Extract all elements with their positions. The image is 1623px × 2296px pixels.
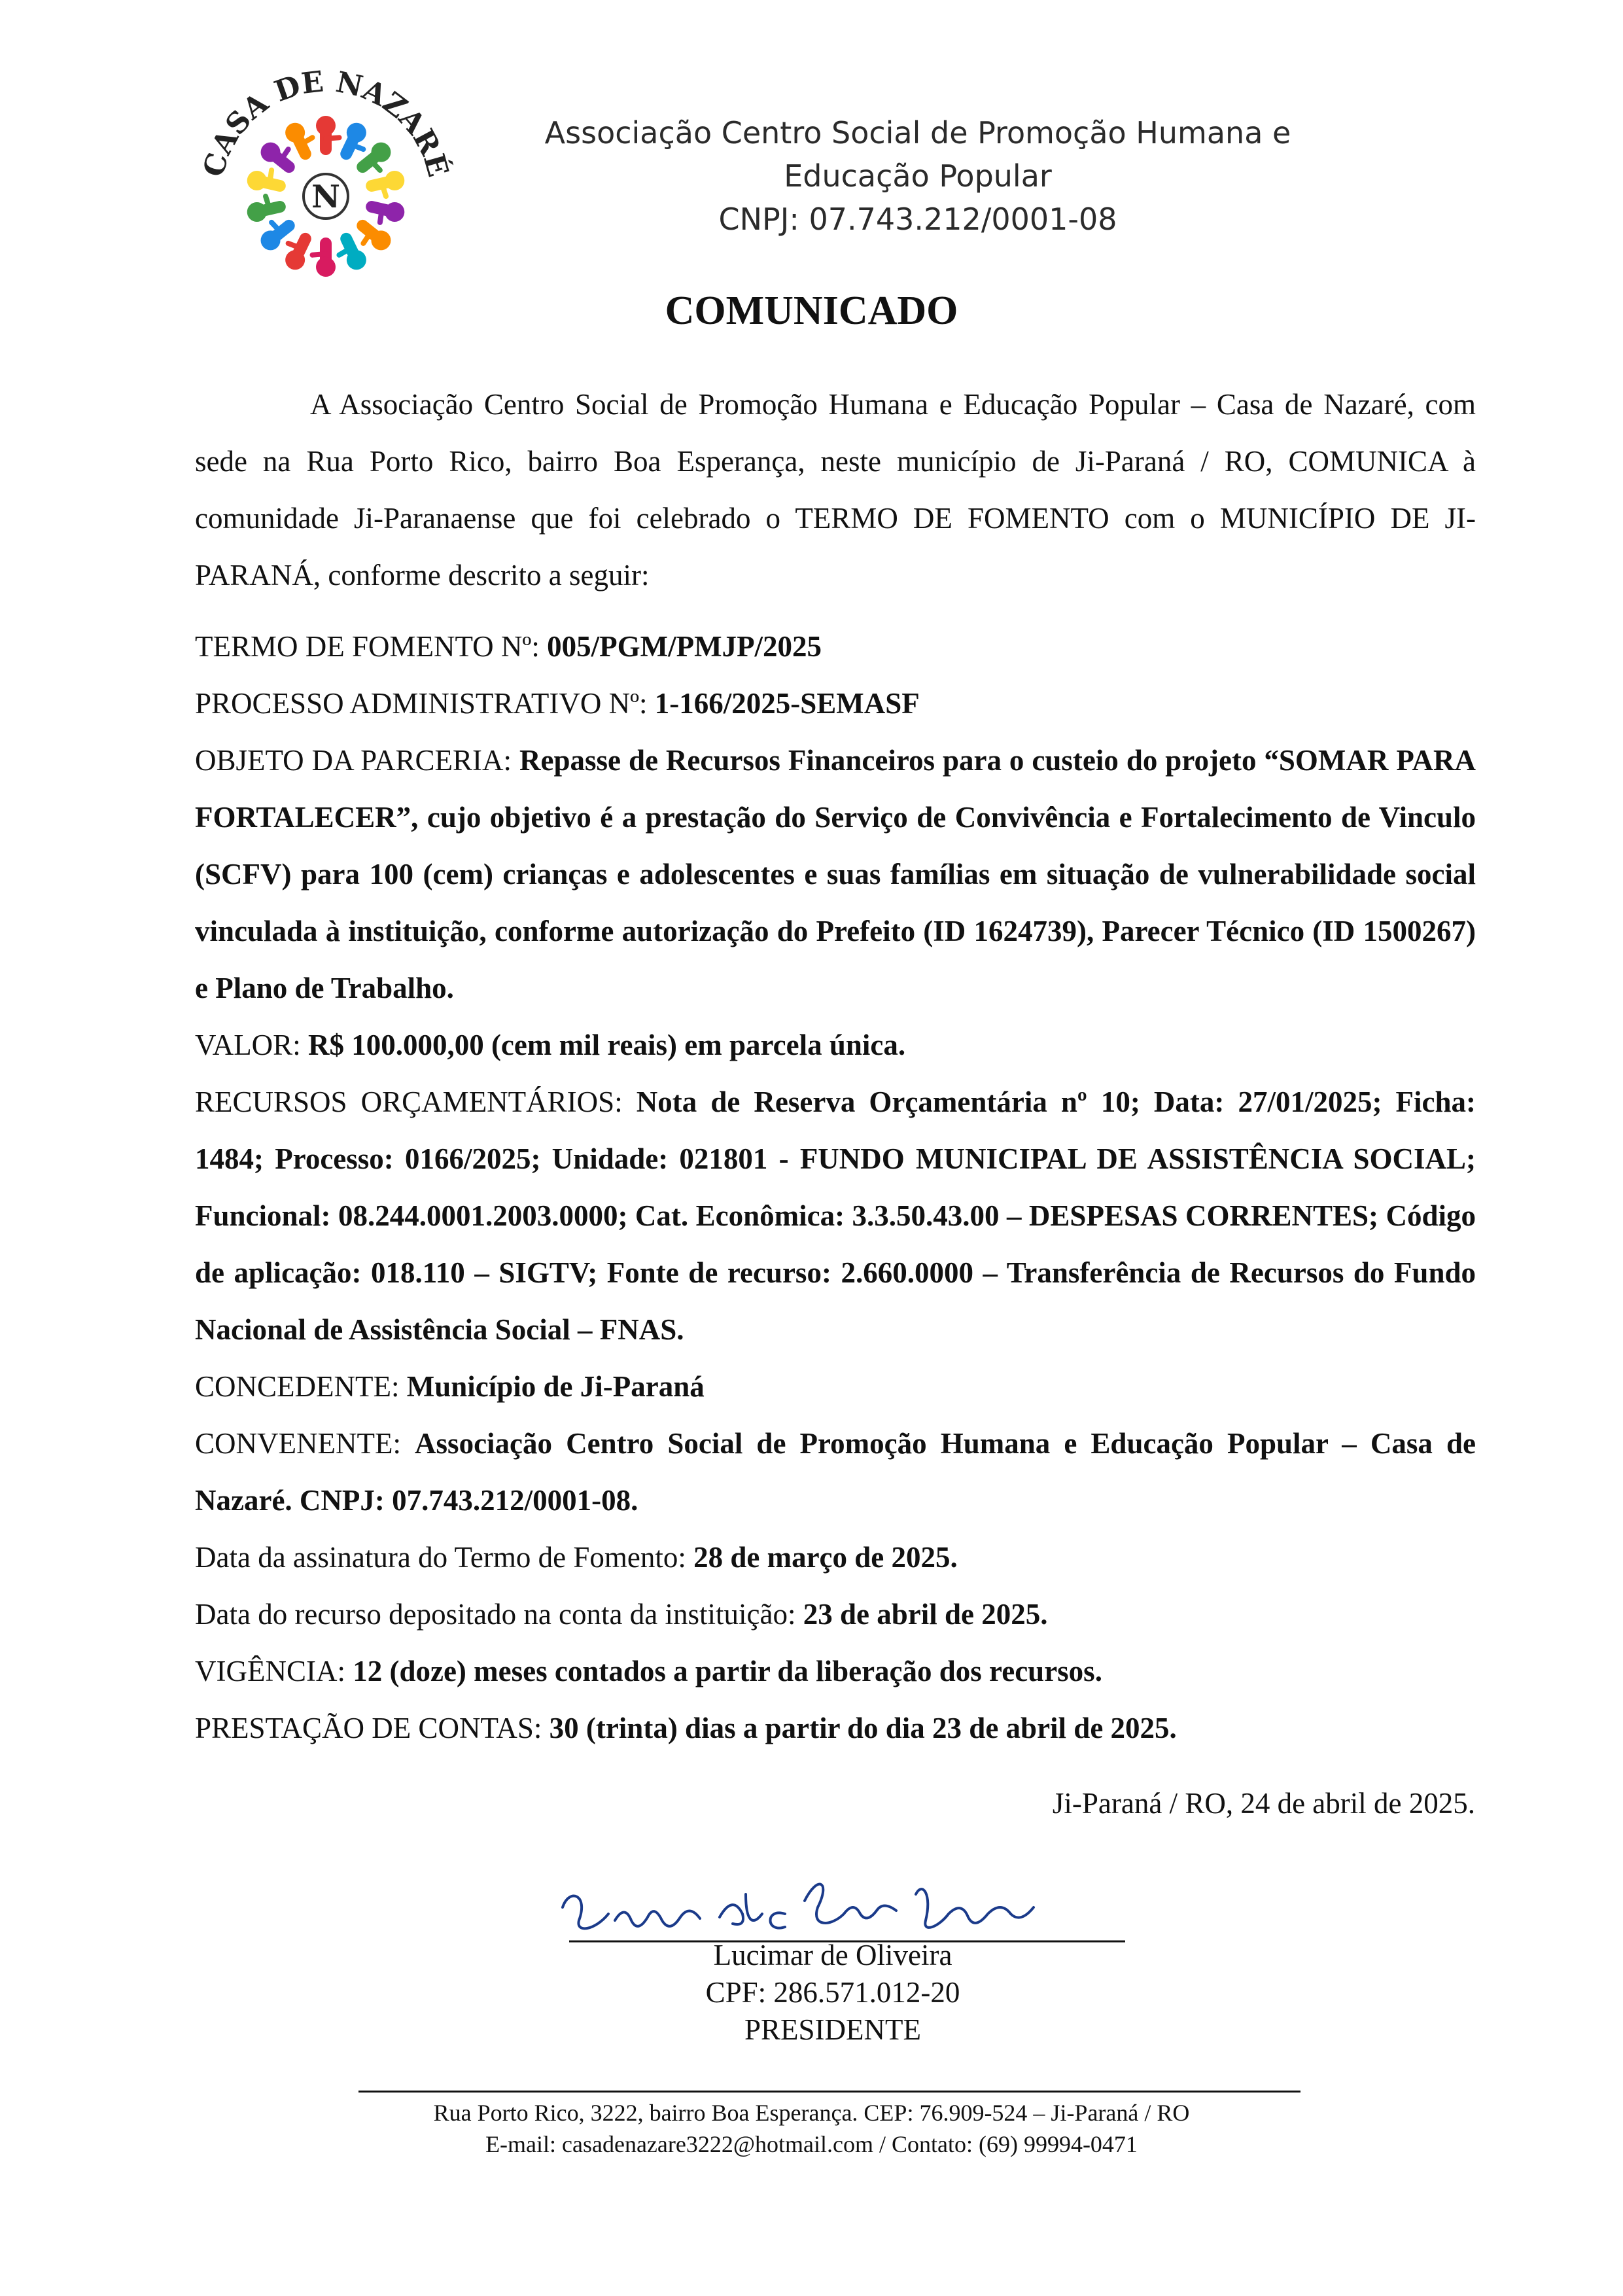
field-label: VALOR: — [195, 1029, 308, 1061]
intro-paragraph: A Associação Centro Social de Promoção Humana e Educação Popular – Casa de Nazaré, com sede na Rua Porto Rico, bairro Boa Esperança, neste município de Ji-Paraná / RO, COMUNICA à comunidade Ji-Paranaense que foi celebrado o TERMO DE FOMENTO com o MUNICÍPIO DE JI-PARANÁ, conforme descrito a seguir: — [195, 388, 1476, 592]
field-value: 28 de março de 2025. — [693, 1541, 958, 1574]
logo-person-head — [347, 250, 366, 270]
date-line: Ji-Paraná / RO, 24 de abril de 2025. — [1052, 1787, 1475, 1820]
logo-person-head — [261, 143, 281, 162]
logo-person-arm — [380, 209, 382, 222]
logo-person-head — [385, 171, 404, 190]
field-value: 005/PGM/PMJP/2025 — [547, 630, 822, 663]
footer-address: Rua Porto Rico, 3222, bairro Boa Esperança. CEP: 76.909-524 – Ji-Paraná / RO — [433, 2100, 1190, 2126]
logo-person-head — [285, 123, 305, 143]
field-value: 12 (doze) meses contados a partir da liberação dos recursos. — [353, 1655, 1102, 1687]
casa-de-nazare-logo — [175, 65, 476, 288]
logo-person-arm — [326, 137, 339, 139]
field-line — [195, 1358, 1476, 1415]
field-line — [195, 1700, 1476, 1757]
field-line — [195, 1415, 1476, 1529]
field-line — [195, 1074, 1476, 1358]
logo-person-head — [385, 202, 404, 222]
signer-cpf: CPF: 286.571.012-20 — [705, 1976, 960, 2009]
field-line — [195, 1586, 1476, 1643]
logo-person-arm — [371, 160, 380, 170]
footer-divider — [358, 2091, 1300, 2093]
field-line — [195, 1643, 1476, 1700]
field-line — [195, 675, 1476, 732]
field-label: OBJETO DA PARCERIA: — [195, 744, 519, 777]
footer-contact: E-mail: casadenazare3222@hotmail.com / Contato: (69) 99994-0471 — [485, 2131, 1138, 2157]
field-line — [195, 618, 1476, 675]
field-value: 23 de abril de 2025. — [803, 1598, 1048, 1631]
logo-person-head — [316, 257, 336, 277]
signer-role: PRESIDENTE — [744, 2013, 921, 2046]
field-label: RECURSOS ORÇAMENTÁRIOS: — [195, 1086, 637, 1118]
svg-text:N: N — [311, 179, 340, 215]
logo-person-arm — [271, 222, 281, 232]
signature-block — [0, 1937, 1623, 2049]
field-value: Repasse de Recursos Financeiros para o custeio do projeto “SOMAR PARA FORTALECER”, cujo objetivo é a prestação do Serviço de Convivência e Fortalecimento de Vinculo (SCFV) para 100 (cem) crianças e adolescentes e suas famílias em situação de vulnerabilidade social vinculada à instituição, conforme autorização do Prefeito (ID 1624739), Parecer Técnico (ID 1500267) e Plano de Trabalho. — [195, 744, 1476, 1004]
org-name-line-1: Associação Centro Social de Promoção Humana e — [544, 115, 1291, 150]
org-name-line-2: Educação Popular — [784, 158, 1052, 194]
org-cnpj: CNPJ: 07.743.212/0001-08 — [718, 202, 1117, 237]
field-label: VIGÊNCIA: — [195, 1655, 353, 1687]
organization-heading — [509, 111, 1327, 241]
logo-person-head — [371, 143, 391, 162]
field-label: TERMO DE FOMENTO Nº: — [195, 630, 548, 663]
field-value: R$ 100.000,00 (cem mil reais) em parcela única. — [307, 1029, 906, 1061]
field-line — [195, 1529, 1476, 1586]
field-value: 1-166/2025-SEMASF — [654, 687, 920, 720]
svg-text:CASA DE NAZARÉ: CASA DE NAZARÉ — [196, 65, 455, 181]
page-title: COMUNICADO — [665, 289, 958, 333]
field-value: 30 (trinta) dias a partir do dia 23 de abril de 2025. — [549, 1712, 1177, 1744]
field-label: Data da assinatura do Termo de Fomento: — [195, 1541, 694, 1574]
logo-person-head — [371, 230, 391, 250]
signer-name: Lucimar de Oliveira — [713, 1939, 952, 1971]
field-label: CONVENENTE: — [195, 1427, 415, 1460]
letterhead — [175, 65, 1457, 288]
field-value: Associação Centro Social de Promoção Humana e Educação Popular – Casa de Nazaré. CNPJ: 07.743.212/0001-08. — [195, 1427, 1476, 1517]
logo-person-head — [247, 202, 267, 222]
logo-person-arm — [270, 170, 271, 183]
logo-person-head — [285, 250, 305, 270]
field-value: Nota de Reserva Orçamentária nº 10; Data: 27/01/2025; Ficha: 1484; Processo: 0166/2025; Unidade: 021801 - FUNDO MUNICIPAL DE ASSISTÊNCIA SOCIAL; Funcional: 08.244.0001.2003.0000; Cat. Econômica: 3.3.50.43.00 – DESPESAS CORRENTES; Código de aplicação: 018.110 – SIGTV; Fonte de recurso: 2.660.0000 – Transferência de Recursos do Fundo Nacional de Assistência Social – FNAS. — [195, 1086, 1476, 1346]
logo-person-head — [316, 116, 336, 135]
logo-person-head — [347, 123, 366, 143]
svg-text:Lucimar de Oliveira Souza: Lucimar de Oliveira Souza — [550, 1868, 557, 1869]
document-body — [195, 376, 1476, 1757]
footer — [0, 2097, 1623, 2160]
fields-list — [195, 618, 1476, 1757]
field-label: CONCEDENTE: — [195, 1370, 407, 1403]
field-label: PROCESSO ADMINISTRATIVO Nº: — [195, 687, 655, 720]
field-value: Município de Ji-Paraná — [406, 1370, 705, 1403]
field-line — [195, 732, 1476, 1017]
logo-person-arm — [313, 254, 326, 255]
field-line — [195, 1017, 1476, 1074]
field-label: Data do recurso depositado na conta da instituição: — [195, 1598, 803, 1631]
logo-person-head — [261, 230, 281, 250]
logo-person-head — [247, 171, 267, 190]
field-label: PRESTAÇÃO DE CONTAS: — [195, 1712, 550, 1744]
